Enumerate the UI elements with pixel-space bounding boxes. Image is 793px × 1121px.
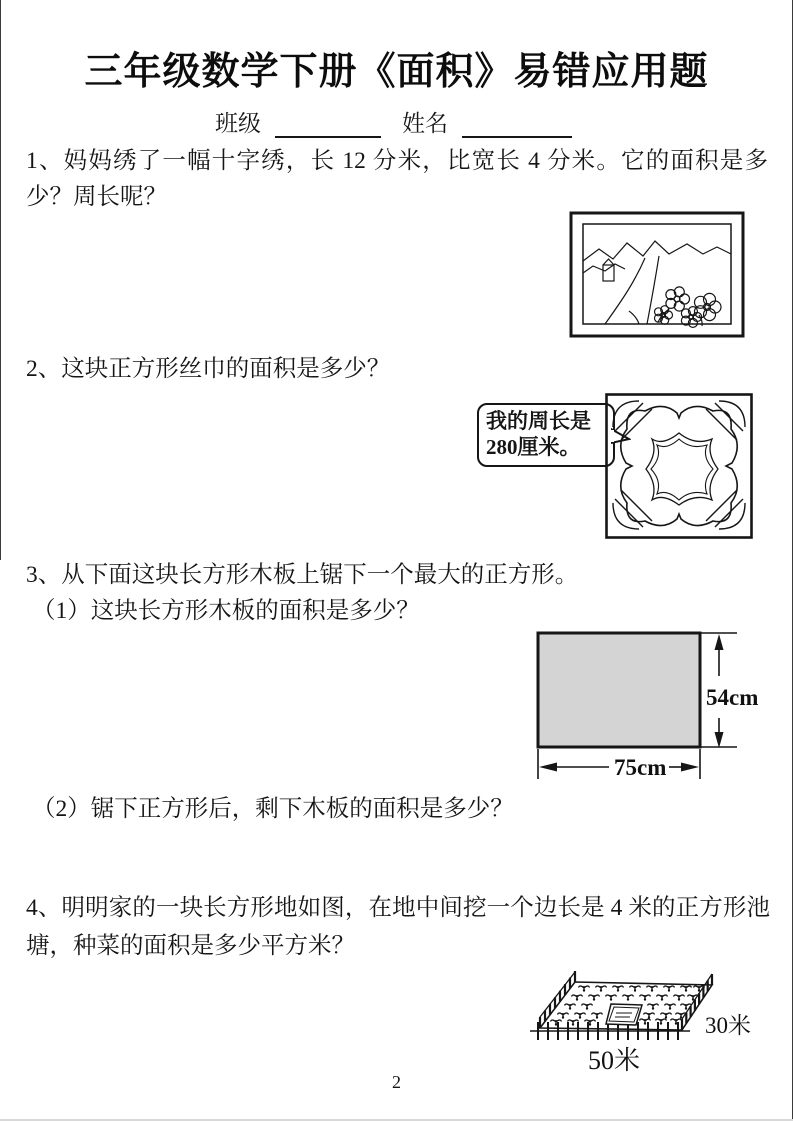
speech-bubble-line2: 280厘米。 [486, 435, 581, 459]
question-3-sub2-text: （2）锯下正方形后，剩下木板的面积是多少？ [32, 796, 514, 822]
flower-cluster [655, 287, 722, 328]
field-figure [528, 970, 768, 1074]
scarf-figure [605, 393, 753, 539]
board-rectangle [538, 633, 700, 747]
field-front-label: 50米 [588, 1046, 641, 1074]
pond [606, 1004, 642, 1025]
scarf-corner-folds [613, 401, 745, 529]
board-figure [530, 624, 776, 784]
page-number: 2 [392, 1072, 401, 1092]
field-side-label: 30米 [705, 1013, 751, 1038]
question-4-text: 4、明明家的一块长方形地如图，在地中间挖一个边长是 4 米的正方形池塘，种菜的面积是多少平方米？ [26, 895, 770, 959]
scarf-center-frame [646, 433, 718, 505]
frame-outer-border [571, 213, 743, 336]
class-label: 班级 [215, 111, 261, 136]
page-title: 三年级数学下册《面积》易错应用题 [84, 51, 709, 93]
cross-stitch-figure [569, 211, 745, 338]
speech-bubble-line1: 我的周长是 [486, 409, 591, 433]
name-label: 姓名 [402, 111, 448, 136]
question-3-sub1-text: （1）这块长方形木板的面积是多少？ [32, 598, 420, 624]
name-blank [462, 110, 572, 138]
landscape-sketch [583, 241, 731, 327]
question-1-text: 1、妈妈绣了一幅十字绣，长 12 分米，比宽长 4 分米。它的面积是多少？周长呢？ [26, 148, 768, 210]
student-info-line [215, 110, 572, 138]
speech-bubble [477, 403, 615, 467]
board-height-label: 54cm [706, 685, 759, 710]
class-blank [275, 110, 381, 138]
question-3-text: 3、从下面这块长方形木板上锯下一个最大的正方形。 [26, 562, 579, 588]
board-width-label: 75cm [614, 755, 667, 780]
question-2-text: 2、这块正方形丝巾的面积是多少？ [26, 356, 391, 382]
